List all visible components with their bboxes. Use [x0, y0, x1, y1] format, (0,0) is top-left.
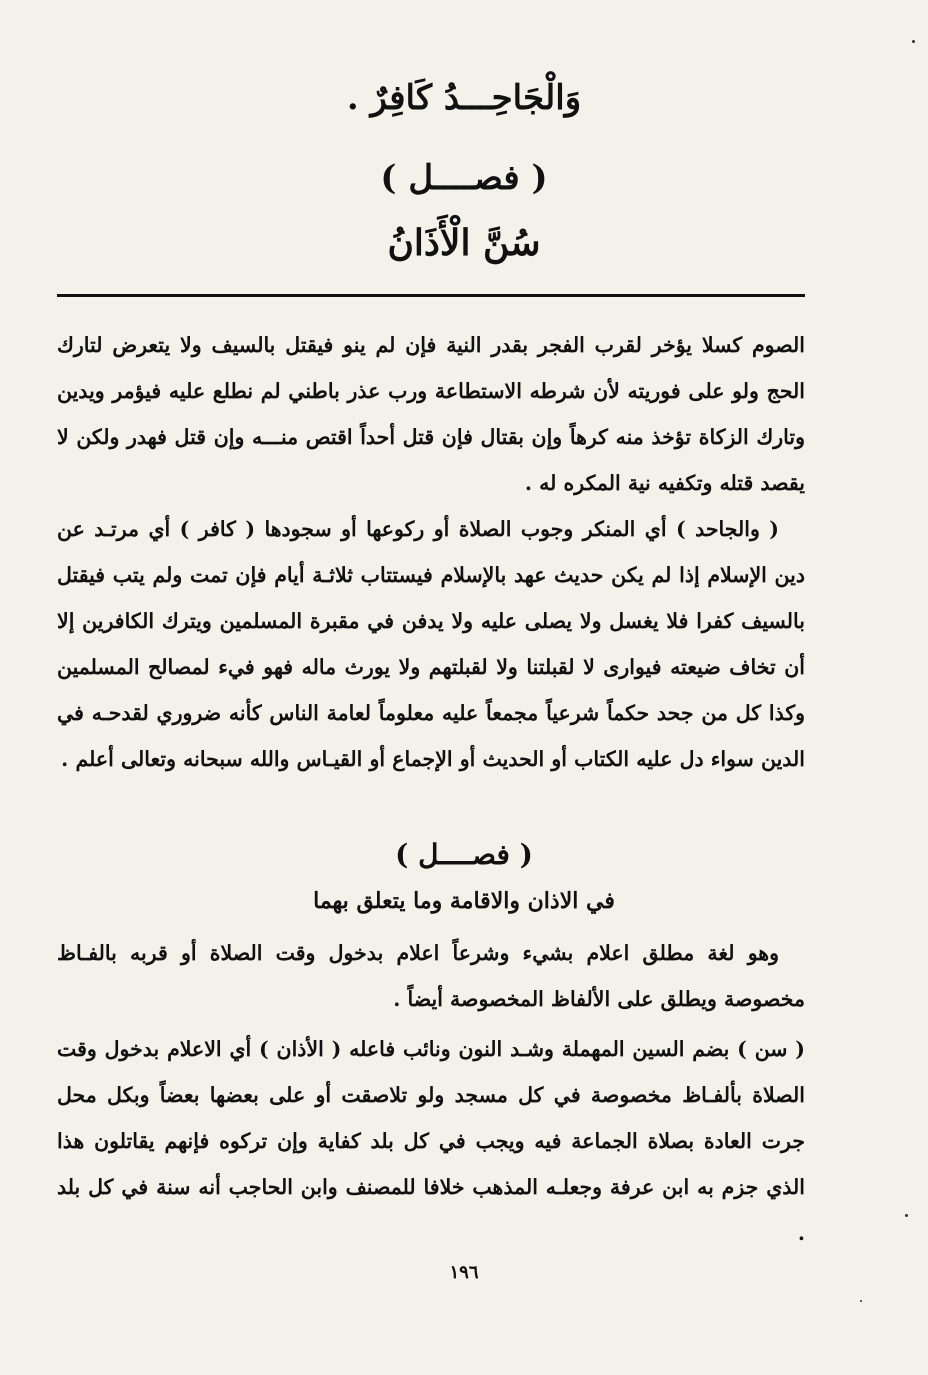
commentary-paragraph-text: الصوم كسلا يؤخر لقرب الفجر بقدر النية فإن لم ينو فيقتل بالسيف ولا يتعرض لتارك الحج ولو على فوريته لأن شرطه الاستطاعة ورب عذر باطني لم نطلع عليه فيؤمر ويدين وتارك الزكاة تؤخذ منه كرهاً وإن بقتال فإن قتل أحداً اقتص منـــه وإن قتل فهدر ولكن لا يقصد قتله وتكفيه نية المكره له .	[57, 333, 805, 495]
scan-speck	[860, 1300, 862, 1302]
commentary-paragraph-text: وهو لغة مطلق اعلام بشيء وشرعاً اعلام بدخول وقت الصلاة أو قربه بالفـاظ مخصوصة ويطلق على الألفاظ المخصوصة أيضاً .	[57, 941, 805, 1011]
section-title: ( فصــــل )	[395, 838, 533, 871]
section-title: ( فصــــل )	[380, 158, 548, 198]
commentary-paragraph	[57, 506, 805, 782]
scan-speck	[905, 1214, 908, 1217]
commentary-paragraph	[57, 322, 805, 506]
matn-line: وَالْجَاحِـــدُ كَافِرٌ .	[346, 78, 582, 118]
separator-rule	[57, 294, 805, 297]
page-number: ١٩٦	[449, 1262, 479, 1283]
commentary-paragraph-text: ( والجاحد ) أي المنكر وجوب الصلاة أو ركوعها أو سجودها ( كافر ) أي مرتـد عن دين الإسلام إذا لم يكن حديث عهد بالإسلام فيستتاب ثلاثـة أيام فإن تمت ولم يتب فيقتل بالسيف كفرا فلا يغسل ولا يصلى عليه ولا يدفن في مقبرة المسلمين ويترك الكافرين إلا أن تخاف ضيعته فيوارى لا لقبلتنا ولا لقبلتهم ولا يورث ماله فهو فيء لمصالح المسلمين وكذا كل من جحد حكماً شرعياً مجمعاً عليه معلوماً لعامة الناس كأنه ضروري لقدحـه في الدين سواء دل عليه الكتاب أو الحديث أو الإجماع أو القيـاس والله سبحانه وتعالى أعلم .	[57, 517, 805, 771]
commentary-paragraph-text: ( سن ) بضم السين المهملة وشـد النون ونائب فاعله ( الأذان ) أي الاعلام بدخول وقت الصلاة بألفـاظ مخصوصة في كل مسجد ولو تلاصقت أو على بعضها بعضاً وبكل محل جرت العادة بصلاة الجماعة فيه ويجب في كل بلد كفاية وإن تركوه فإنهم يقاتلون هذا الذي جزم به ابن عرفة وجعلـه المذهب خلافا للمصنف وابن الحاجب أنه سنة في كل بلد .	[57, 1037, 805, 1245]
matn-adhan-heading: سُنَّ الْأَذَانُ	[387, 222, 541, 264]
commentary-paragraph	[57, 1026, 805, 1256]
scan-speck	[912, 40, 915, 43]
section-subtitle: في الاذان والاقامة وما يتعلق بهما	[313, 888, 615, 914]
commentary-paragraph	[57, 930, 805, 1022]
